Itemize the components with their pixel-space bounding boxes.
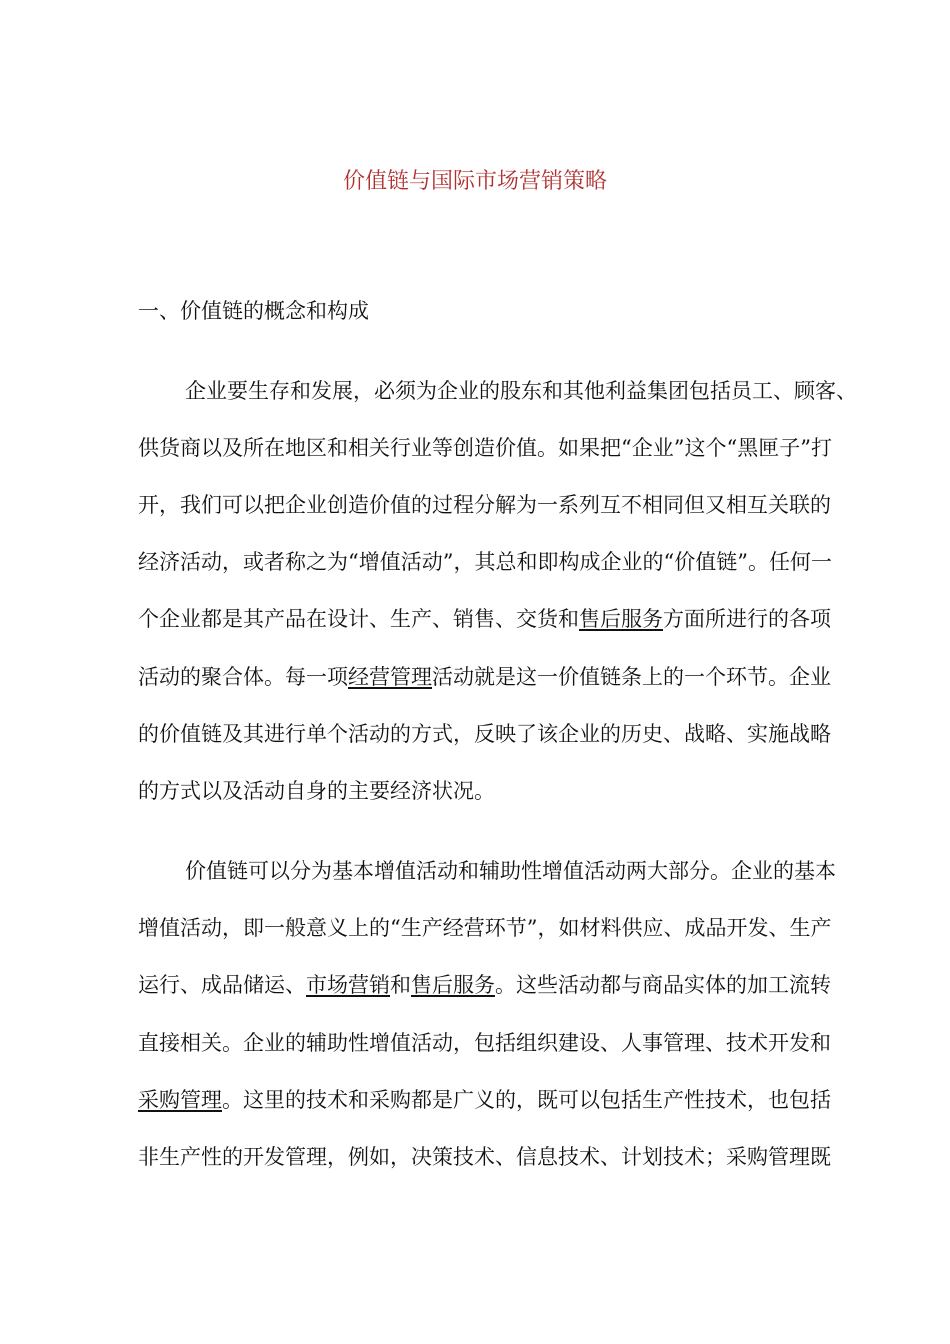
paragraph-2-line-5 xyxy=(138,1085,831,1115)
paragraph-1-line-4: 经济活动，或者称之为“增值活动”，其总和即构成企业的“价值链”。任何一 xyxy=(138,550,832,574)
text-run: 活动的聚合体。每一项 xyxy=(138,665,348,689)
paragraph-2-line-4: 直接相关。企业的辅助性增值活动，包括组织建设、人事管理、技术开发和 xyxy=(138,1031,831,1055)
paragraph-2-line-3 xyxy=(138,970,831,1000)
paragraph-1-line-7: 的价值链及其进行单个活动的方式，反映了该企业的历史、战略、实施战略 xyxy=(138,722,831,746)
link-after-sales-service[interactable]: 售后服务 xyxy=(411,973,495,997)
text-run: 运行、成品储运、 xyxy=(138,973,306,997)
paragraph-2-line-2: 增值活动，即一般意义上的“生产经营环节”，如材料供应、成品开发、生产 xyxy=(138,916,832,940)
link-after-sales-service[interactable]: 售后服务 xyxy=(579,607,663,631)
link-marketing[interactable]: 市场营销 xyxy=(306,973,390,997)
paragraph-2-line-1: 价值链可以分为基本增值活动和辅助性增值活动两大部分。企业的基本 xyxy=(185,859,836,883)
paragraph-1-line-8: 的方式以及活动自身的主要经济状况。 xyxy=(138,779,495,803)
text-run: 个企业都是其产品在设计、生产、销售、交货和 xyxy=(138,607,579,631)
text-run: 方面所进行的各项 xyxy=(663,607,831,631)
text-run: 。这里的技术和采购都是广义的，既可以包括生产性技术，也包括 xyxy=(222,1088,831,1112)
paragraph-1-line-2: 供货商以及所在地区和相关行业等创造价值。如果把“企业”这个“黑匣子”打 xyxy=(138,436,832,460)
link-procurement-management[interactable]: 采购管理 xyxy=(138,1088,222,1112)
link-business-management[interactable]: 经营管理 xyxy=(348,665,432,689)
paragraph-1-line-3: 开，我们可以把企业创造价值的过程分解为一系列互不相同但又相互关联的 xyxy=(138,493,831,517)
text-run: 。这些活动都与商品实体的加工流转 xyxy=(495,973,831,997)
text-run: 活动就是这一价值链条上的一个环节。企业 xyxy=(432,665,831,689)
paragraph-1-line-1: 企业要生存和发展，必须为企业的股东和其他利益集团包括员工、顾客、 xyxy=(185,379,857,403)
paragraph-1-line-5 xyxy=(138,604,831,634)
paragraph-1-line-6 xyxy=(138,662,831,692)
paragraph-2-line-6: 非生产性的开发管理，例如，决策技术、信息技术、计划技术；采购管理既 xyxy=(138,1145,831,1169)
text-run: 和 xyxy=(390,973,411,997)
document-title: 价值链与国际市场营销策略 xyxy=(342,169,607,194)
section-heading: 一、价值链的概念和构成 xyxy=(138,299,369,323)
